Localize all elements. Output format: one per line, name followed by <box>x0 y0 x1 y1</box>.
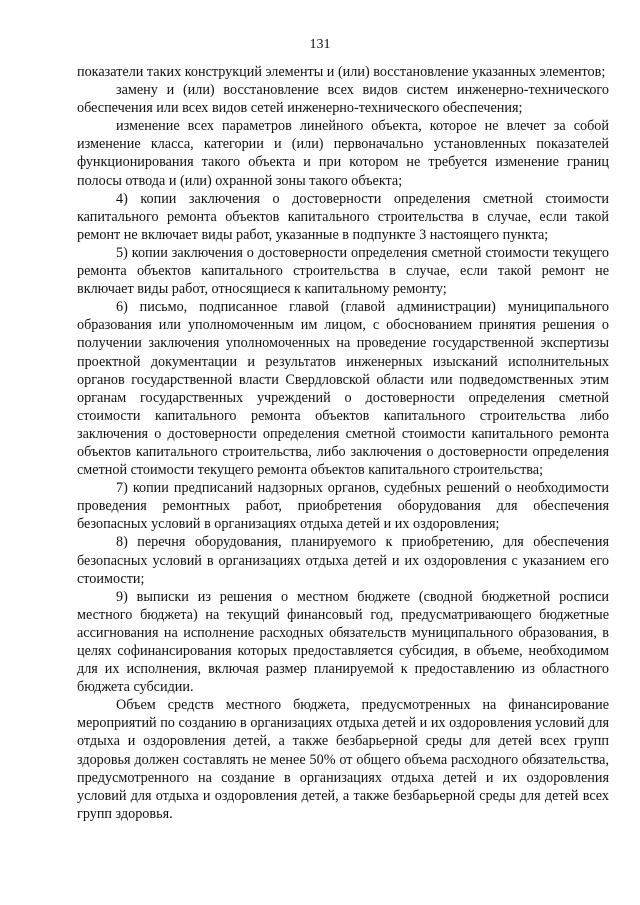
paragraph: 6) письмо, подписанное главой (главой администрации) муниципального образования или уполномоченным им лицом, с обоснованием принятия решения о получении заключения уполномоченных на проведение государственной экспертизы проектной документации и результатов инженерных изысканий исполнительных органов государственной власти Свердловской области или подведомственных этим органам государственных учреждений о достоверности определения сметной стоимости капитального ремонта объектов капитального строительства либо заключения о достоверности определения сметной стоимости капитального ремонта объектов капитального строительства, либо заключения о достоверности определения сметной стоимости текущего ремонта объектов капитального строительства; <box>77 299 609 479</box>
paragraph: замену и (или) восстановление всех видов систем инженерно-технического обеспечения или всех видов сетей инженерно-технического обеспечения; <box>77 82 609 117</box>
paragraph: Объем средств местного бюджета, предусмотренных на финансирование мероприятий по созданию в организациях отдыха детей и их оздоровления условий для отдыха и оздоровления детей, а также безбарьерной среды для детей всех групп здоровья должен составлять не менее 50% от общего объема расходного обязательства, предусмотренного на создание в организациях отдыха детей и их оздоровления условий для отдыха и оздоровления детей, а также безбарьерной среды для детей всех групп здоровья. <box>77 697 609 822</box>
page-number: 131 <box>309 37 331 52</box>
paragraph: изменение всех параметров линейного объекта, которое не влечет за собой изменение класса, категории и (или) первоначально установленных показателей функционирования такого объекта и при котором не требуется изменение границ полосы отвода и (или) охранной зоны такого объекта; <box>77 118 609 189</box>
paragraph: 5) копии заключения о достоверности определения сметной стоимости текущего ремонта объектов капитального строительства в случае, если такой ремонт не включает виды работ, относящиеся к капитальному ремонту; <box>77 244 609 298</box>
paragraph: 9) выписки из решения о местном бюджете (сводной бюджетной росписи местного бюджета) на текущий финансовый год, предусматривающего бюджетные ассигнования на исполнение расходных обязательств муниципального образования, в целях софинансирования которых предоставляется субсидия, в объеме, необходимом для их исполнения, включая размер планируемой к предоставлению из областного бюджета субсидии. <box>77 588 609 696</box>
paragraph: 7) копии предписаний надзорных органов, судебных решений о необходимости проведения ремонтных работ, приобретения оборудования для обеспечения безопасных условий в организациях отдыха детей и их оздоровления; <box>77 480 609 533</box>
document-body <box>77 63 609 823</box>
paragraph: 4) копии заключения о достоверности определения сметной стоимости капитального ремонта объектов капитального строительства в случае, если такой ремонт не включает виды работ, указанные в подпункте 3 настоящего пункта; <box>77 190 609 243</box>
paragraph: показатели таких конструкций элементы и (или) восстановление указанных элементов; <box>77 64 606 80</box>
paragraph: 8) перечня оборудования, планируемого к приобретению, для обеспечения безопасных условий в организациях отдыха детей и их оздоровления с указанием его стоимости; <box>77 534 609 587</box>
